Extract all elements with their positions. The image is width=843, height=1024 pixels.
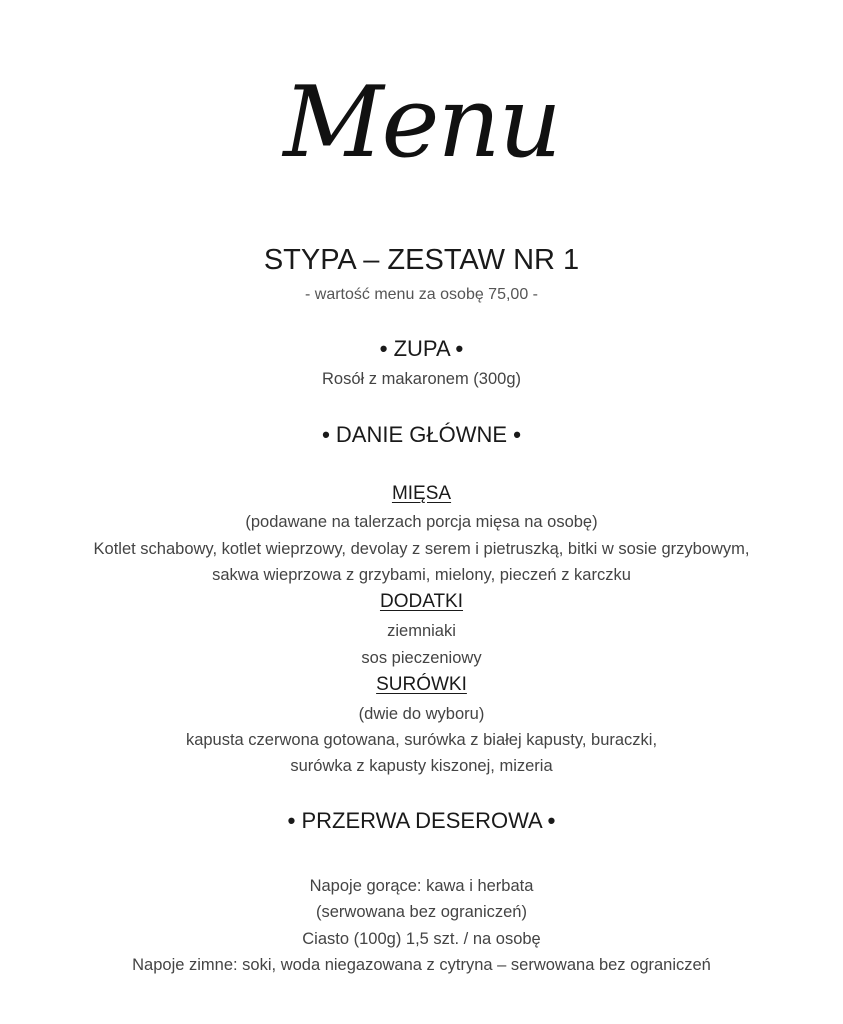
surowki-item: surówka z kapusty kiszonej, mizeria: [290, 757, 553, 775]
miesa-item: Kotlet schabowy, kotlet wieprzowy, devolay z serem i pietruszką, bitki w sosie grzybowym,: [93, 540, 750, 558]
miesa-heading: MIĘSA: [391, 483, 452, 504]
bullet-icon: •: [322, 422, 330, 447]
przerwa-item: Ciasto (100g) 1,5 szt. / na osobę: [302, 930, 541, 948]
section-zupa-heading: [0, 334, 843, 364]
bullet-icon: •: [455, 336, 464, 361]
bullet-icon: •: [379, 336, 388, 361]
przerwa-item: Napoje gorące: kawa i herbata: [309, 877, 534, 895]
dodatki-item: sos pieczeniowy: [361, 649, 482, 667]
dodatki-item: ziemniaki: [387, 622, 456, 640]
set-title: STYPA – ZESTAW NR 1: [263, 244, 580, 276]
surowki-item: kapusta czerwona gotowana, surówka z białej kapusty, buraczki,: [185, 731, 658, 749]
bullet-icon: •: [547, 808, 556, 833]
przerwa-item: Napoje zimne: soki, woda niegazowana z cytryna – serwowana bez ograniczeń: [132, 956, 711, 974]
miesa-note: (podawane na talerzach porcja mięsa na osobę): [245, 513, 598, 531]
przerwa-item: (serwowana bez ograniczeń): [316, 903, 527, 921]
zupa-item: Rosół z makaronem (300g): [322, 370, 521, 388]
section-przerwa-label: PRZERWA DESEROWA: [301, 808, 542, 833]
surowki-heading: SURÓWKI: [376, 674, 467, 695]
section-danie-glowne-heading: [0, 420, 843, 450]
menu-title: Menu: [283, 66, 560, 180]
miesa-item: sakwa wieprzowa z grzybami, mielony, pieczeń z karczku: [212, 566, 631, 584]
surowki-note: (dwie do wyboru): [358, 705, 485, 723]
section-przerwa-heading: [0, 806, 843, 836]
price-line: - wartość menu za osobę 75,00 -: [304, 286, 538, 303]
bullet-icon: •: [287, 808, 296, 833]
dodatki-heading: DODATKI: [379, 591, 464, 612]
section-zupa-label: ZUPA: [393, 336, 450, 361]
section-danie-glowne-label: DANIE GŁÓWNE: [335, 422, 508, 447]
bullet-icon: •: [513, 422, 521, 447]
